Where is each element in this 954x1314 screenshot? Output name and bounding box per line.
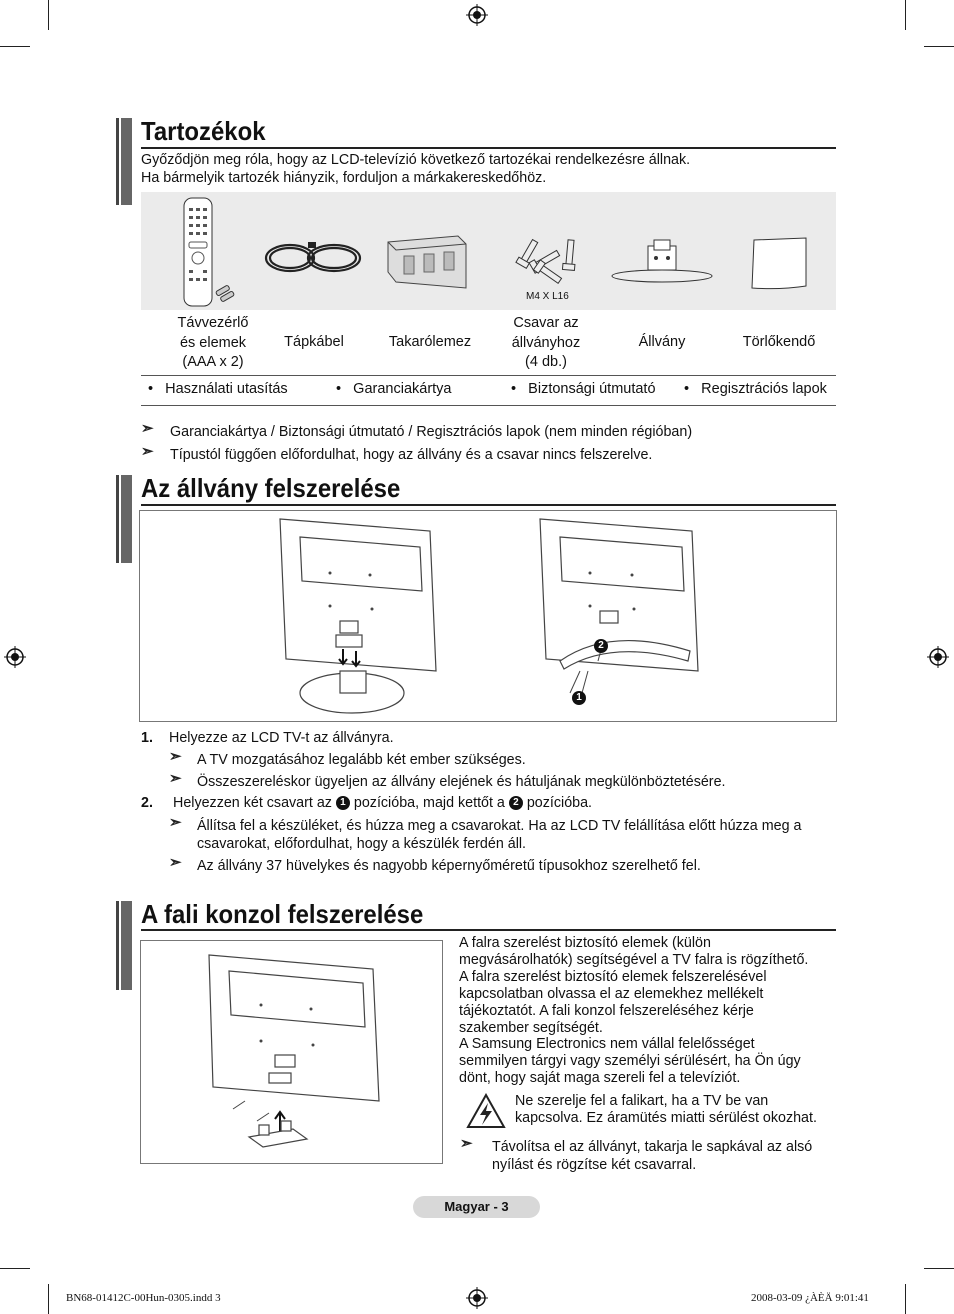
step-1-note-2: Összeszereléskor ügyeljen az állvány elejének és hátuljának megkülönböztetésére. — [197, 774, 726, 790]
accessory-label-cloth: Törlőkendő — [742, 334, 816, 350]
step-2-note-1a: Állítsa fel a készüléket, és húzza meg a csavarokat. Ha az LCD TV felállítása előtt húzza meg a — [197, 818, 802, 834]
step-2-text: Helyezzen két csavart az 1 pozícióba, majd kettőt a 2 pozícióba. — [173, 795, 593, 811]
crop-mark — [0, 1268, 30, 1269]
crop-mark — [924, 46, 954, 47]
electric-hazard-icon — [466, 1093, 506, 1129]
note-arrow-icon: ➣ — [141, 420, 154, 437]
section-bar — [116, 118, 132, 205]
step-number: 2. — [141, 795, 153, 811]
divider — [141, 405, 836, 406]
power-cable-icon — [262, 238, 366, 278]
section-title-accessories: Tartozékok — [141, 116, 266, 146]
registration-mark-icon — [466, 1287, 488, 1309]
footer-timestamp: 2008-03-09 ¿ÀÈÄ 9:01:41 — [751, 1292, 869, 1304]
wall-illustration-box — [140, 940, 443, 1164]
remote-control-icon — [180, 196, 240, 308]
stand-illustration-box — [139, 510, 837, 722]
registration-mark-icon — [466, 4, 488, 26]
marker-2: 2 — [594, 637, 608, 655]
wall-mount-illustration — [141, 941, 442, 1163]
marker-1: 1 — [572, 689, 586, 707]
divider — [141, 375, 836, 376]
doc-item: • Biztonsági útmutató — [511, 381, 656, 397]
accessory-label-remote: Távvezérlő és elemek (AAA x 2) — [177, 315, 249, 370]
crop-mark — [48, 1284, 49, 1314]
section-rule — [141, 504, 836, 506]
registration-mark-icon — [4, 646, 26, 668]
section-title-stand: Az állvány felszerelése — [141, 473, 401, 503]
note-arrow-icon: ➣ — [460, 1135, 473, 1152]
crop-mark — [48, 0, 49, 30]
wall-warning: Ne szerelje fel a falikart, ha a TV be van kapcsolva. Ez áramütés miatti sérülést okozhat. — [515, 1093, 817, 1126]
wall-note-2: nyílást és rögzítse két csavarral. — [492, 1157, 697, 1173]
accessories-intro-1: Győződjön meg róla, hogy az LCD-televízió következő tartozékai rendelkezésre állnak. — [141, 152, 691, 168]
marker-1: 1 — [336, 796, 350, 810]
doc-item: • Garanciakártya — [336, 381, 452, 397]
doc-item: • Használati utasítás — [148, 381, 288, 397]
wall-note-1: Távolítsa el az állványt, takarja le sapkával az alsó — [492, 1139, 813, 1155]
note-arrow-icon: ➣ — [169, 748, 182, 765]
accessory-label-stand: Állvány — [638, 334, 686, 350]
accessories-note-2: Típustól függően előfordulhat, hogy az állvány és a csavar nincs felszerelve. — [170, 447, 653, 463]
registration-mark-icon — [927, 646, 949, 668]
note-arrow-icon: ➣ — [169, 854, 182, 871]
step-2-note-1b: csavarokat, előfordulhat, hogy a készülék ferdén áll. — [197, 836, 527, 852]
crop-mark — [0, 46, 30, 47]
page-number-badge: Magyar - 3 — [413, 1196, 540, 1218]
cover-plate-icon — [380, 232, 472, 290]
section-title-wall: A fali konzol felszerelése — [141, 899, 424, 929]
step-2-note-2: Az állvány 37 hüvelykes és nagyobb képernyőméretű típusokhoz szerelhető fel. — [197, 858, 701, 874]
section-bar — [116, 475, 132, 563]
stand-icon — [608, 238, 716, 284]
section-rule — [141, 929, 836, 931]
note-arrow-icon: ➣ — [141, 443, 154, 460]
marker-2: 2 — [509, 796, 523, 810]
accessory-label-cover: Takarólemez — [388, 334, 472, 350]
crop-mark — [905, 1284, 906, 1314]
screw-caption: M4 X L16 — [526, 291, 569, 302]
accessory-label-screws: Csavar az állványhoz (4 db.) — [511, 315, 581, 370]
step-1-note-1: A TV mozgatásához legalább két ember szükséges. — [197, 752, 526, 768]
doc-item: • Regisztrációs lapok — [684, 381, 827, 397]
stand-assembly-illustration — [140, 511, 836, 721]
section-bar — [116, 901, 132, 990]
crop-mark — [924, 1268, 954, 1269]
step-1-text: Helyezze az LCD TV-t az állványra. — [169, 730, 394, 746]
crop-mark — [905, 0, 906, 30]
wall-paragraph: A falra szerelést biztosító elemek (külön megvásárolhatók) segítségével a TV falra is rögzíthető. A falra szerelést biztosító elemek felszerelésével kapcsolatban olvassa el az elemekhez mellékelt tájékoztatót. A fali konzol felszereléséhez kérje szakember segítségét. A Samsung Electronics nem vállal felelősséget semmilyen tárgyi vagy személyi sérülésért, ha Ön úgy dönt, hogy saját maga szereli fel a televíziót. — [459, 935, 809, 1087]
section-rule — [141, 147, 836, 149]
cleaning-cloth-icon — [748, 236, 810, 292]
note-arrow-icon: ➣ — [169, 770, 182, 787]
note-arrow-icon: ➣ — [169, 814, 182, 831]
accessories-panel — [141, 192, 836, 310]
accessory-label-cable: Tápkábel — [284, 334, 344, 350]
accessories-note-1: Garanciakártya / Biztonsági útmutató / Regisztrációs lapok (nem minden régióban) — [170, 424, 693, 440]
screws-icon — [510, 232, 584, 288]
accessories-intro-2: Ha bármelyik tartozék hiányzik, forduljon a márkakereskedőhöz. — [141, 170, 547, 186]
step-number: 1. — [141, 730, 153, 746]
footer-filename: BN68-01412C-00Hun-0305.indd 3 — [66, 1292, 221, 1304]
